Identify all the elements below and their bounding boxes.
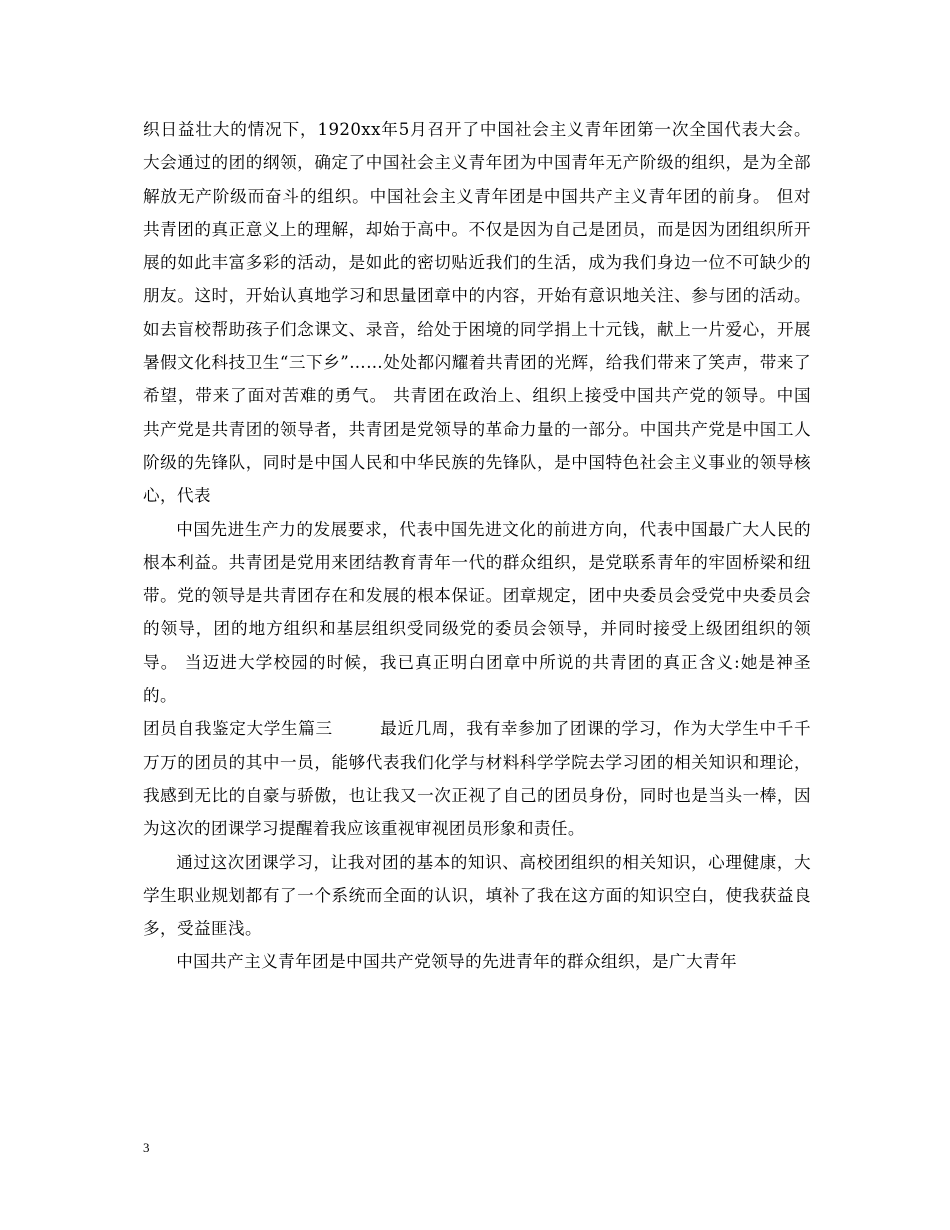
document-body [143,113,811,979]
paragraph-5: 中国共产主义青年团是中国共产党领导的先进青年的群众组织，是广大青年 [176,952,737,972]
paragraph-3-text: 最近几周，我有幸参加了团课的学习，作为大学生中千千万万的团员的其中一员，能够代表我们化学与材料科学学院去学习团的相关知识和理论，我感到无比的自豪与骄傲，也让我又一次正视了自己的团员身份，同时也是当头一棒，因为这次的团课学习提醒着我应该重视审视团员形象和责任。 [143,719,812,839]
paragraph-3 [143,712,811,845]
paragraph-4: 通过这次团课学习，让我对团的基本的知识、高校团组织的相关知识，心理健康，大学生职业规划都有了一个系统而全面的认识，填补了我在这方面的知识空白，使我获益良多，受益匪浅。 [143,852,811,939]
section-heading: 团员自我鉴定大学生篇三 [143,719,333,739]
paragraph-2: 中国先进生产力的发展要求，代表中国先进文化的前进方向，代表中国最广大人民的根本利益。共青团是党用来团结教育青年一代的群众组织，是党联系青年的牢固桥梁和纽带。党的领导是共青团存在和发展的根本保证。团章规定，团中央委员会受党中央委员会的领导，团的地方组织和基层组织受同级党的委员会领导，并同时接受上级团组织的领导。 当迈进大学校园的时候，我已真正明白团章中所说的共青团的真正含义:她是神圣的。 [143,519,811,706]
page-number: 3 [143,1140,150,1155]
paragraph-1: 织日益壮大的情况下，1920xx年5月召开了中国社会主义青年团第一次全国代表大会。大会通过的团的纲领，确定了中国社会主义青年团为中国青年无产阶级的组织，是为全部解放无产阶级而奋斗的组织。中国社会主义青年团是中国共产主义青年团的前身。 但对共青团的真正意义上的理解，却始于高中。不仅是因为自己是团员，而是因为团组织所开展的如此丰富多彩的活动，是如此的密切贴近我们的生活，成为我们身边一位不可缺少的朋友。这时，开始认真地学习和思量团章中的内容，开始有意识地关注、参与团的活动。如去盲校帮助孩子们念课文、录音，给处于困境的同学捐上十元钱，献上一片爱心，开展暑假文化科技卫生“三下乡”……处处都闪耀着共青团的光辉，给我们带来了笑声，带来了希望，带来了面对苦难的勇气。 共青团在政治上、组织上接受中国共产党的领导。中国共产党是共青团的领导者，共青团是党领导的革命力量的一部分。中国共产党是中国工人阶级的先锋队，同时是中国人民和中华民族的先锋队，是中国特色社会主义事业的领导核心，代表 [143,120,811,506]
